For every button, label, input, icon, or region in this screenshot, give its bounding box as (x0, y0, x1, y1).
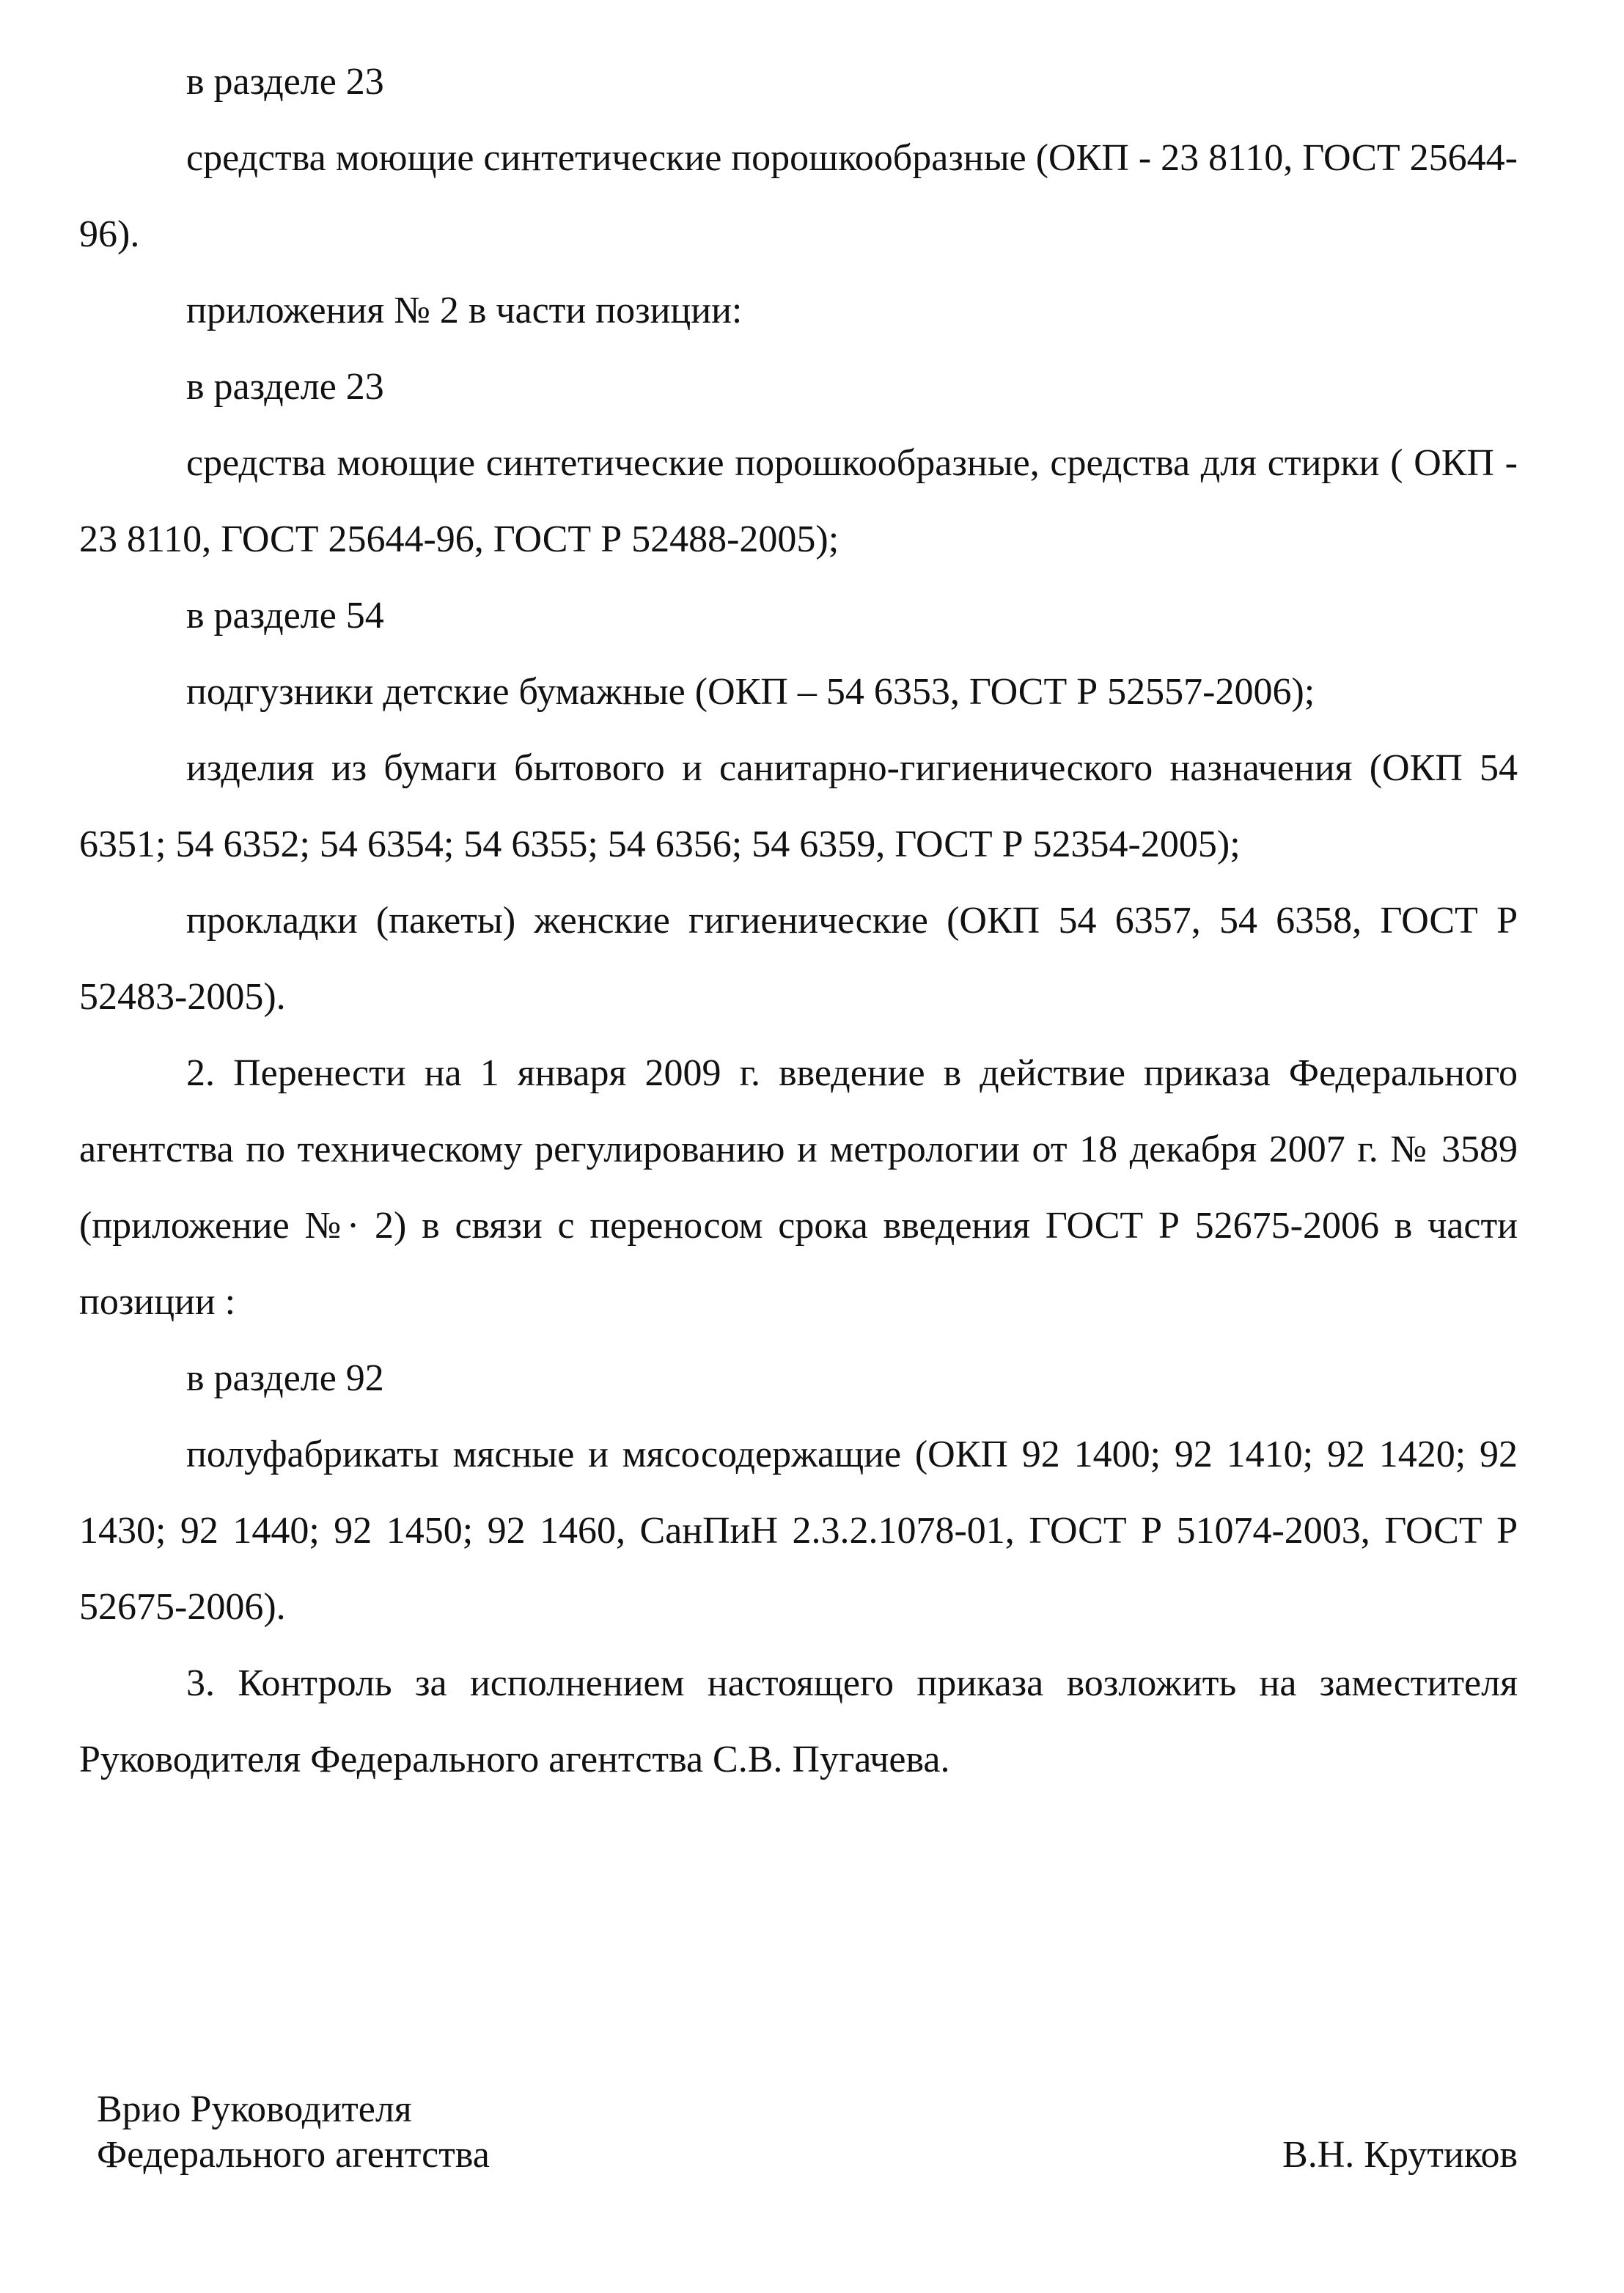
signatory-position-line-1: Врио Руководителя (97, 2088, 412, 2130)
paragraph-pads-item: прокладки (пакеты) женские гигиенические (ОКП 54 6357, 54 6358, ГОСТ Р 52483-2005). (79, 900, 1518, 1018)
paragraph-section-54-heading: в разделе 54 (186, 595, 384, 636)
signatory-name: В.Н. Крутиков (1282, 2134, 1518, 2176)
document-body (79, 44, 1518, 1798)
paragraph-appendix-2-heading: приложения № 2 в части позиции: (186, 290, 743, 331)
paragraph-detergents-item: средства моющие синтетические порошкообразные (ОКП - 23 8110, ГОСТ 25644-96). (79, 137, 1518, 255)
paragraph-detergents-laundry-item: средства моющие синтетические порошкообразные, средства для стирки ( ОКП - 23 8110, ГОСТ 25644-96, ГОСТ Р 52488-2005); (79, 442, 1518, 560)
signatory-position (97, 2087, 490, 2178)
paragraph-clause-3: 3. Контроль за исполнением настоящего приказа возложить на заместителя Руководителя Федерального агентства С.В. Пугачева. (79, 1662, 1518, 1780)
paragraph-paper-products-item: изделия из бумаги бытового и санитарно-гигиенического назначения (ОКП 54 6351; 54 6352; 54 6354; 54 6355; 54 6356; 54 6359, ГОСТ Р 52354-2005); (79, 747, 1518, 865)
signatory-position-line-2: Федерального агентства (97, 2134, 490, 2176)
paragraph-section-23-heading: в разделе 23 (186, 61, 384, 103)
paragraph-section-23-heading-2: в разделе 23 (186, 366, 384, 408)
paragraph-diapers-item: подгузники детские бумажные (ОКП – 54 6353, ГОСТ Р 52557-2006); (186, 671, 1315, 713)
paragraph-meat-products-item: полуфабрикаты мясные и мясосодержащие (ОКП 92 1400; 92 1410; 92 1420; 92 1430; 92 1440; 92 1450; 92 1460, СанПиН 2.3.2.1078-01, ГОСТ Р 51074-2003, ГОСТ Р 52675-2006). (79, 1434, 1518, 1628)
paragraph-section-92-heading: в разделе 92 (186, 1357, 384, 1399)
paragraph-clause-2: 2. Перенести на 1 января 2009 г. введение в действие приказа Федерального агентства по техническому регулированию и метрологии от 18 декабря 2007 г. № 3589 (приложение №· 2) в связи с переносом срока введения ГОСТ Р 52675-2006 в части позиции : (79, 1052, 1518, 1323)
